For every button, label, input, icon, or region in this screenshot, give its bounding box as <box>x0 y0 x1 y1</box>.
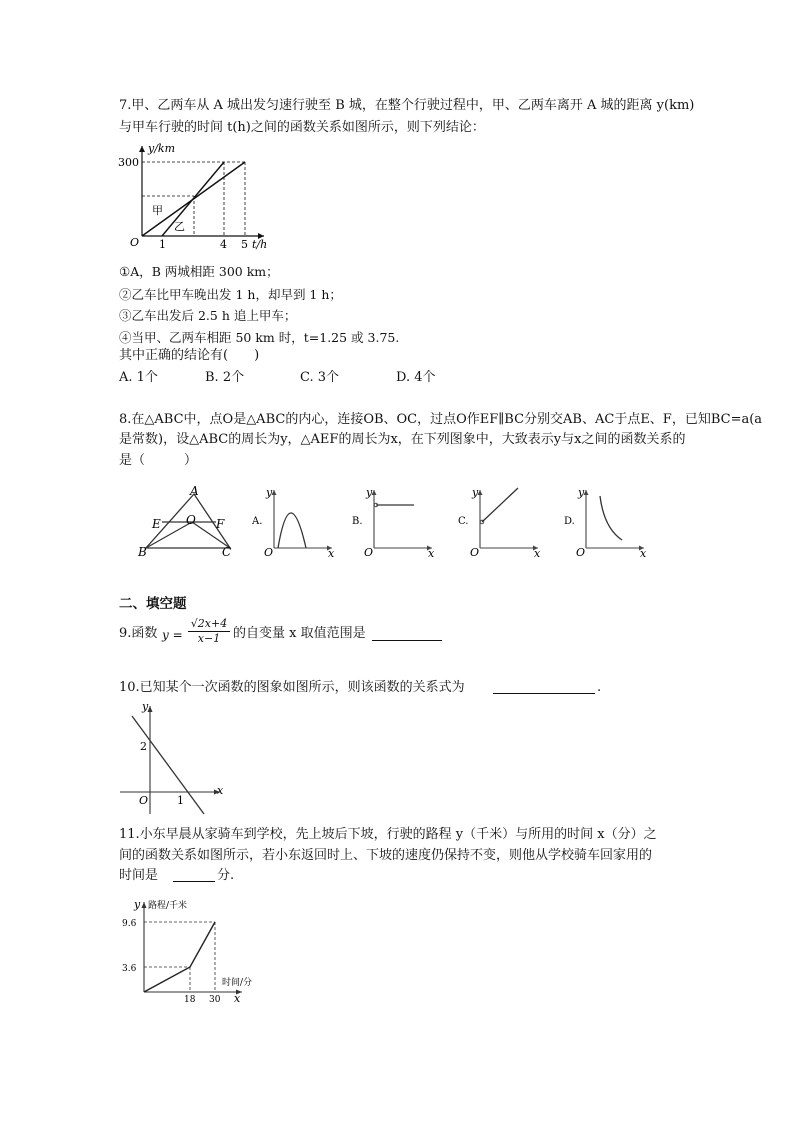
q7-graph <box>112 140 272 252</box>
q11-x: x <box>234 992 241 1004</box>
q8-graph-c-y: y <box>472 486 479 499</box>
q9-numerator: √2x+4 <box>188 617 230 632</box>
q11-v96: 9.6 <box>122 919 137 929</box>
q8-graph-b <box>348 484 438 558</box>
q8-graph-a-x: x <box>328 547 335 558</box>
q10-one: 1 <box>177 794 184 807</box>
q8-label-f: F <box>216 517 225 531</box>
q7-x5: 5 <box>241 238 248 251</box>
q11-x30: 30 <box>209 995 221 1004</box>
q8-graph-c-x: x <box>534 547 541 558</box>
q11-line3-end: 分. <box>217 868 235 883</box>
q8-graph-d-letter: D. <box>564 516 575 527</box>
q8-label-c: C <box>222 545 232 558</box>
q11-ylabel: 路程/千米 <box>148 901 188 911</box>
q8-graph-d-y: y <box>578 486 585 499</box>
q8-graph-b-o: O <box>364 546 374 558</box>
q11-v36: 3.6 <box>122 964 137 974</box>
q8-graph-a-y: y <box>266 486 273 499</box>
q8-line2: 是常数)，设△ABC的周长为y，△AEF的周长为x，在下列图象中，大致表示y与x之间的函数关系的 <box>119 432 686 447</box>
q7-option-4: ④当甲、乙两车相距 50 km 时，t=1.25 或 3.75. <box>119 330 400 345</box>
q8-graph-c-letter: C. <box>458 516 469 527</box>
q7-xlabel: t/h <box>252 238 268 251</box>
q10-x: x <box>217 784 224 797</box>
q7-question: 其中正确的结论有( ) <box>119 348 260 363</box>
q7-line-yi <box>162 162 224 236</box>
q8-label-e: E <box>152 517 161 531</box>
q11-xlabel: 时间/分 <box>222 978 253 988</box>
q8-graph-b-x: x <box>428 547 435 558</box>
q8-graph-c <box>454 484 544 558</box>
q7-option-1: ①A，B 两城相距 300 km； <box>119 264 279 279</box>
q11-answer-blank[interactable] <box>173 881 215 882</box>
q11-line2: 间的函数关系如图所示，若小东返回时上、下坡的速度仍保持不变，则他从学校骑车回家用的 <box>119 848 653 863</box>
q8-label-o: O <box>186 513 196 527</box>
q11-x18: 18 <box>184 995 196 1004</box>
q9-prefix: 9.函数 <box>119 626 158 641</box>
q10-period: . <box>597 680 602 695</box>
q10-origin: O <box>139 794 149 807</box>
q7-x4: 4 <box>220 238 227 251</box>
q8-graph-d <box>560 484 650 558</box>
q7-origin: O <box>130 236 140 249</box>
q7-jia-label: 甲 <box>152 204 163 217</box>
q10-y: y <box>142 700 149 713</box>
q7-choice-b: B. 2个 <box>205 370 245 385</box>
q7-y300: 300 <box>118 156 139 169</box>
q8-graph-a-o: O <box>264 546 274 558</box>
q7-choice-c: C. 3个 <box>300 370 340 385</box>
q11-line1: 11.小东早晨从家骑车到学校，先上坡后下坡，行驶的路程 y（千米）与所用的时间 x（分）之 <box>119 827 657 842</box>
q8-label-b: B <box>138 545 147 558</box>
q8-graph-d-o: O <box>576 546 586 558</box>
q11-y: y <box>134 898 141 911</box>
q8-line1: 8.在△ABC中，点O是△ABC的内心，连接OB、OC，过点O作EF∥BC分别交AB、AC于点E、F，已知BC=a(a <box>119 412 763 427</box>
q7-yi-label: 乙 <box>174 220 185 233</box>
q8-graph-a <box>248 484 338 558</box>
q10-text: 10.已知某个一次函数的图象如图所示，则该函数的关系式为 <box>119 680 465 695</box>
q8-graph-d-x: x <box>640 547 647 558</box>
q7-option-2: ②乙车比甲车晚出发 1 h，却早到 1 h； <box>119 287 342 302</box>
q10-answer-blank[interactable] <box>493 693 595 694</box>
q9-y: y = <box>162 628 183 642</box>
q8-graph-b-y: y <box>366 486 373 499</box>
q9-answer-blank[interactable] <box>372 640 442 641</box>
q7-choice-d: D. 4个 <box>396 370 436 385</box>
q7-line2: 与甲车行驶的时间 t(h)之间的函数关系如图所示，则下列结论： <box>119 120 485 135</box>
q7-choice-a: A. 1个 <box>119 370 158 385</box>
q8-label-a: A <box>190 484 199 498</box>
q10-two: 2 <box>140 740 147 753</box>
q7-line1: 7.甲、乙两车从 A 城出发匀速行驶至 B 城，在整个行驶过程中，甲、乙两车离开 A 城的距离 y(km) <box>119 98 695 113</box>
q8-line3: 是（ ） <box>119 453 198 468</box>
q11-line3-start: 时间是 <box>119 868 159 883</box>
section-heading: 二、填空题 <box>119 596 187 612</box>
q9-fraction <box>188 617 230 646</box>
q8-graph-a-letter: A. <box>252 516 263 527</box>
q7-option-3: ③乙车出发后 2.5 h 追上甲车； <box>119 308 297 323</box>
q10-graph <box>116 700 228 818</box>
q8-graph-b-letter: B. <box>352 516 363 527</box>
q11-path <box>144 922 215 992</box>
q8-triangle-figure <box>136 484 240 558</box>
q8-graph-c-o: O <box>470 546 480 558</box>
q11-graph <box>118 896 268 1004</box>
q7-ylabel: y/km <box>148 142 176 155</box>
q9-text: 的自变量 x 取值范围是 <box>233 626 366 641</box>
q9-denominator: x−1 <box>197 632 221 645</box>
q7-x1: 1 <box>159 238 166 251</box>
